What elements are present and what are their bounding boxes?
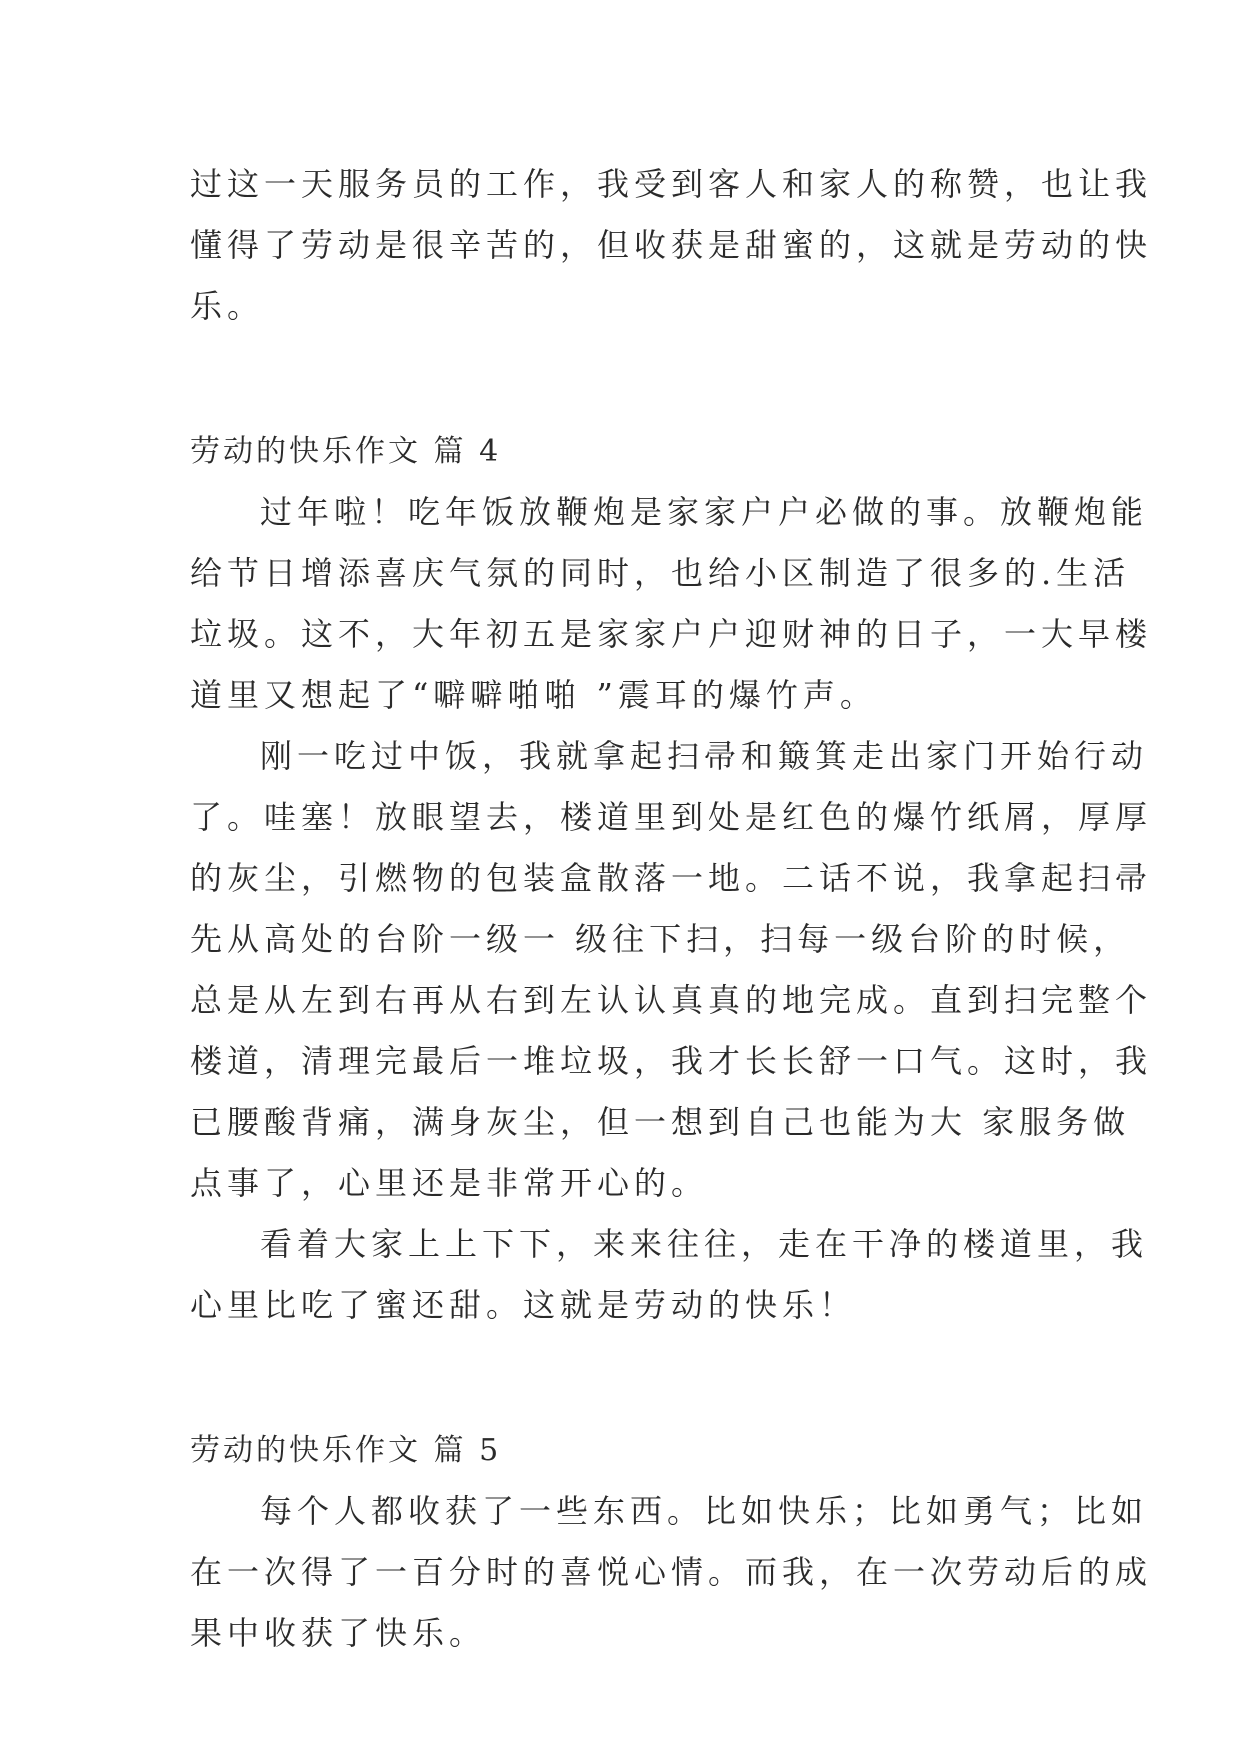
document-body (190, 154, 1153, 1664)
text-line: 果中收获了快乐。 (190, 1614, 487, 1652)
text-line: 的灰尘，引燃物的包装盒散落一地。二话不说，我拿起扫帚 (190, 859, 1153, 897)
text-line: 懂得了劳动是很辛苦的，但收获是甜蜜的，这就是劳动的快 (190, 226, 1153, 264)
text-line: 过这一天服务员的工作，我受到客人和家人的称赞，也让我 (190, 165, 1153, 203)
section-4 (190, 421, 1153, 1336)
text-line: 心里比吃了蜜还甜。这就是劳动的快乐！ (190, 1286, 857, 1324)
text-line: 刚一吃过中饭，我就拿起扫帚和簸箕走出家门开始行动 (260, 737, 1149, 775)
text-line: 已腰酸背痛，满身灰尘，但一想到自己也能为大 家服务做 (190, 1103, 1131, 1141)
text-line: 先从高处的台阶一级一 级往下扫，扫每一级台阶的时候， (190, 920, 1131, 958)
text-line: 每个人都收获了一些东西。比如快乐；比如勇气；比如 (260, 1492, 1149, 1530)
text-line: 给节日增添喜庆气氛的同时，也给小区制造了很多的.生活 (190, 554, 1131, 592)
paragraph (190, 1214, 1149, 1336)
section-heading: 劳动的快乐作文 篇 5 (190, 1433, 502, 1468)
text-line: 了。哇塞！放眼望去，楼道里到处是红色的爆竹纸屑，厚厚 (190, 798, 1153, 836)
text-line: 点事了，心里还是非常开心的。 (190, 1164, 709, 1202)
text-line: 乐。 (190, 287, 265, 325)
section-heading: 劳动的快乐作文 篇 4 (190, 434, 502, 469)
paragraph (190, 726, 1153, 1214)
text-line: 垃圾。这不，大年初五是家家户户迎财神的日子，一大早楼 (190, 615, 1153, 653)
paragraph (190, 482, 1153, 726)
section-spacer (190, 1336, 1060, 1420)
text-line: 楼道，清理完最后一堆垃圾，我才长长舒一口气。这时，我 (190, 1042, 1153, 1080)
section-spacer (190, 337, 1060, 421)
section-5 (190, 1420, 1153, 1664)
text-line: 过年啦！吃年饭放鞭炮是家家户户必做的事。放鞭炮能 (260, 493, 1149, 531)
text-line: 道里又想起了“噼噼啪啪 ”震耳的爆竹声。 (190, 676, 877, 714)
paragraph (190, 1481, 1153, 1664)
intro-paragraph (190, 154, 1153, 337)
text-line: 总是从左到右再从右到左认认真真的地完成。直到扫完整个 (190, 981, 1153, 1019)
text-line: 在一次得了一百分时的喜悦心情。而我，在一次劳动后的成 (190, 1553, 1153, 1591)
text-line: 看着大家上上下下，来来往往，走在干净的楼道里，我 (260, 1225, 1149, 1263)
